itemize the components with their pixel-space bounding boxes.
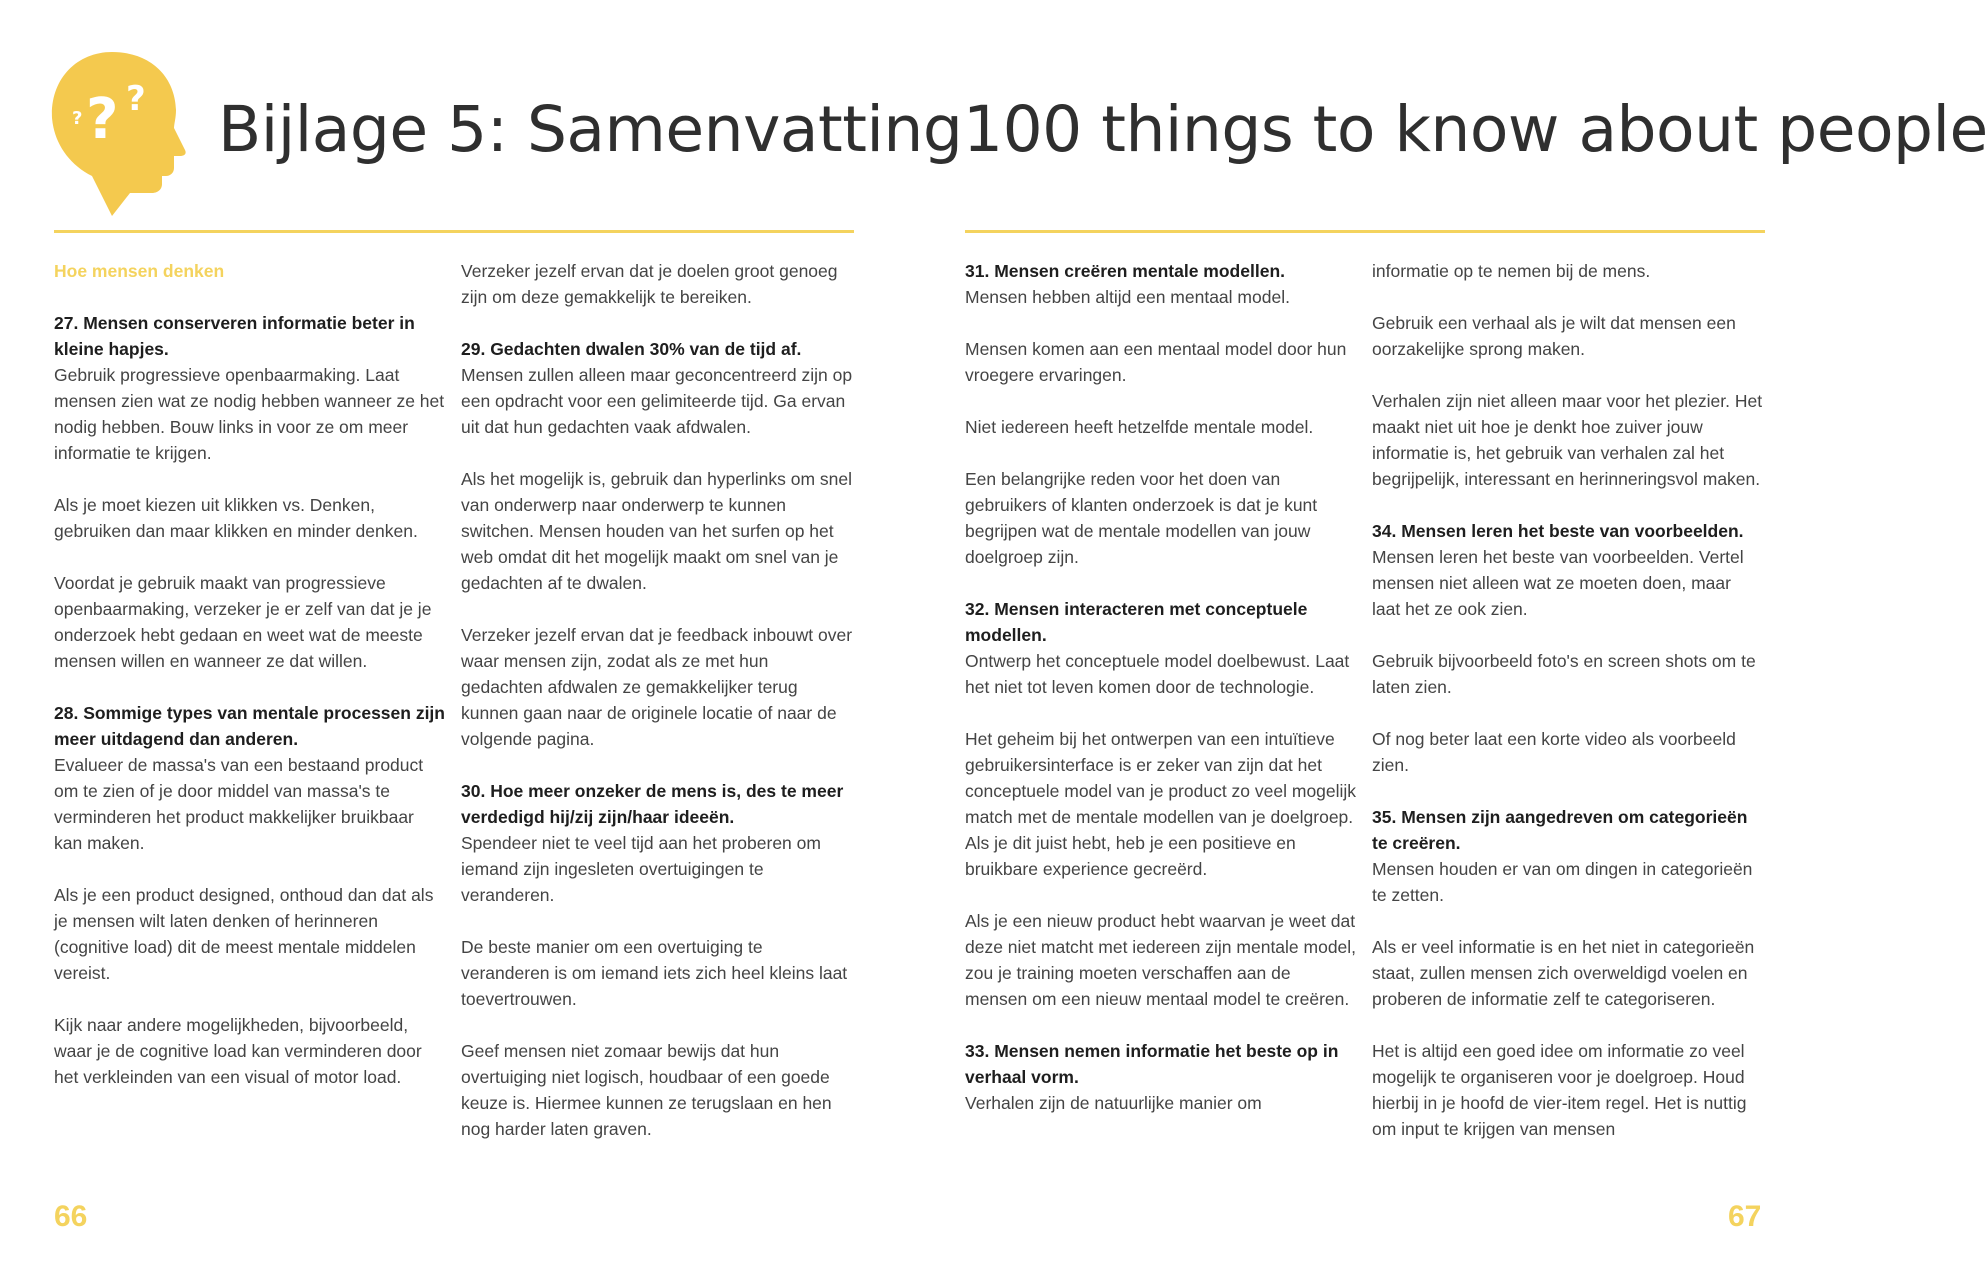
paragraph: Mensen hebben altijd een mentaal model. [965,287,1290,307]
paragraph: Het geheim bij het ontwerpen van een intuïtieve gebruikersinterface is er zeker van zijn dat het conceptuele model van je product zo veel mogelijk match met de mentale modellen van je doelgroep. Als je dit juist hebt, heb je een positieve en bruikbare experience gecreërd. [965,729,1357,879]
text-column-2 [461,258,853,1142]
paragraph: Een belangrijke reden voor het doen van gebruikers of klanten onderzoek is dat je kunt begrijpen wat de mentale modellen van jouw doelgroep zijn. [965,469,1318,567]
paragraph: Kijk naar andere mogelijkheden, bijvoorbeeld, waar je de cognitive load kan verminderen door het verkleinden van een visual of motor load. [54,1015,422,1087]
paragraph: informatie op te nemen bij de mens. [1372,261,1651,281]
item-heading-32: 32. Mensen interacteren met conceptuele modellen. [965,599,1308,645]
paragraph: Spendeer niet te veel tijd aan het proberen om iemand zijn ingesleten overtuigingen te veranderen. [461,833,821,905]
item-heading-30: 30. Hoe meer onzeker de mens is, des te meer verdedigd hij/zij zijn/haar ideeën. [461,781,844,827]
paragraph: Geef mensen niet zomaar bewijs dat hun overtuiging niet logisch, houdbaar of een goede keuze is. Hiermee kunnen ze terugslaan en hen nog harder laten graven. [461,1041,832,1139]
paragraph: Verhalen zijn de natuurlijke manier om [965,1093,1262,1113]
head-question-marks-icon [50,52,186,216]
paragraph: Verzeker jezelf ervan dat je feedback inbouwt over waar mensen zijn, zodat als ze met hun gedachten afdwalen ze gemakkelijker terug kunnen gaan naar de originele locatie of naar de volgende pagina. [461,625,853,749]
item-heading-34: 34. Mensen leren het beste van voorbeelden. [1372,521,1744,541]
paragraph: Het is altijd een goed idee om informatie zo veel mogelijk te organiseren voor je doelgroep. Houd hierbij in je hoofd de vier-item regel. Het is nuttig om input te krijgen van mensen [1372,1041,1747,1139]
svg-text:?: ? [86,87,119,152]
text-column-4 [1372,258,1764,1142]
divider-right [965,230,1765,233]
paragraph: Mensen komen aan een mentaal model door hun vroegere ervaringen. [965,339,1347,385]
paragraph: Ontwerp het conceptuele model doelbewust. Laat het niet tot leven komen door de technologie. [965,651,1350,697]
paragraph: Als het mogelijk is, gebruik dan hyperlinks om snel van onderwerp naar onderwerp te kunnen switchen. Mensen houden van het surfen op het web omdat dit het mogelijk maakt om snel van je gedachten af te dwalen. [461,469,853,593]
page-number-left: 66 [54,1200,88,1233]
item-heading-31: 31. Mensen creëren mentale modellen. [965,261,1285,281]
paragraph: Als je een nieuw product hebt waarvan je weet dat deze niet matcht met iedereen zijn mentale model, zou je training moeten verschaffen aan de mensen om een nieuw mentaal model te creëren. [965,911,1357,1009]
paragraph: Niet iedereen heeft hetzelfde mentale model. [965,417,1314,437]
paragraph: Gebruik bijvoorbeeld foto's en screen shots om te laten zien. [1372,651,1756,697]
text-column-1 [54,258,446,1090]
text-column-3 [965,258,1357,1116]
page-title-left: Bijlage 5: Samenvatting [218,93,963,166]
paragraph: Als je moet kiezen uit klikken vs. Denken, gebruiken dan maar klikken en minder denken. [54,495,418,541]
paragraph: Gebruik een verhaal als je wilt dat mensen een oorzakelijke sprong maken. [1372,313,1736,359]
svg-text:?: ? [72,108,83,129]
paragraph: Evalueer de massa's van een bestaand product om te zien of je door middel van massa's te verminderen het product makkelijker bruikbaar kan maken. [54,755,424,853]
paragraph: Voordat je gebruik maakt van progressieve openbaarmaking, verzeker je er zelf van dat je je onderzoek hebt gedaan en weet wat de meeste mensen willen en wanneer ze dat willen. [54,573,432,671]
page-title-right: 100 things to know about people [963,93,1988,166]
item-heading-35: 35. Mensen zijn aangedreven om categorieën te creëren. [1372,807,1748,853]
paragraph: Of nog beter laat een korte video als voorbeeld zien. [1372,729,1736,775]
item-heading-28: 28. Sommige types van mentale processen zijn meer uitdagend dan anderen. [54,703,445,749]
paragraph: Verhalen zijn niet alleen maar voor het plezier. Het maakt niet uit hoe je denkt hoe zuiver jouw informatie is, het gebruik van verhalen zal het begrijpelijk, interessant en herinneringsvol maken. [1372,391,1763,489]
paragraph: Mensen zullen alleen maar geconcentreerd zijn op een opdracht voor een gelimiteerde tijd. Ga ervan uit dat hun gedachten vaak afdwalen. [461,365,853,437]
paragraph: Als je een product designed, onthoud dan dat als je mensen wilt laten denken of herinneren (cognitive load) dit de meest mentale middelen vereist. [54,885,434,983]
section-title: Hoe mensen denken [54,261,225,281]
paragraph: Gebruik progressieve openbaarmaking. Laat mensen zien wat ze nodig hebben wanneer ze het nodig hebben. Bouw links in voor ze om meer informatie te krijgen. [54,365,445,463]
paragraph: Als er veel informatie is en het niet in categorieën staat, zullen mensen zich overweldigd voelen en proberen de informatie zelf te categoriseren. [1372,937,1755,1009]
paragraph: Mensen houden er van om dingen in categorieën te zetten. [1372,859,1753,905]
paragraph: Mensen leren het beste van voorbeelden. Vertel mensen niet alleen wat ze moeten doen, maar laat het ze ook zien. [1372,547,1744,619]
paragraph: Verzeker jezelf ervan dat je doelen groot genoeg zijn om deze gemakkelijk te bereiken. [461,261,838,307]
item-heading-27: 27. Mensen conserveren informatie beter in kleine hapjes. [54,313,415,359]
paragraph: De beste manier om een overtuiging te veranderen is om iemand iets zich heel kleins laat toevertrouwen. [461,937,848,1009]
page-number-right: 67 [1728,1200,1762,1233]
item-heading-33: 33. Mensen nemen informatie het beste op in verhaal vorm. [965,1041,1339,1087]
divider-left [54,230,854,233]
svg-text:?: ? [126,79,146,119]
item-heading-29: 29. Gedachten dwalen 30% van de tijd af. [461,339,802,359]
